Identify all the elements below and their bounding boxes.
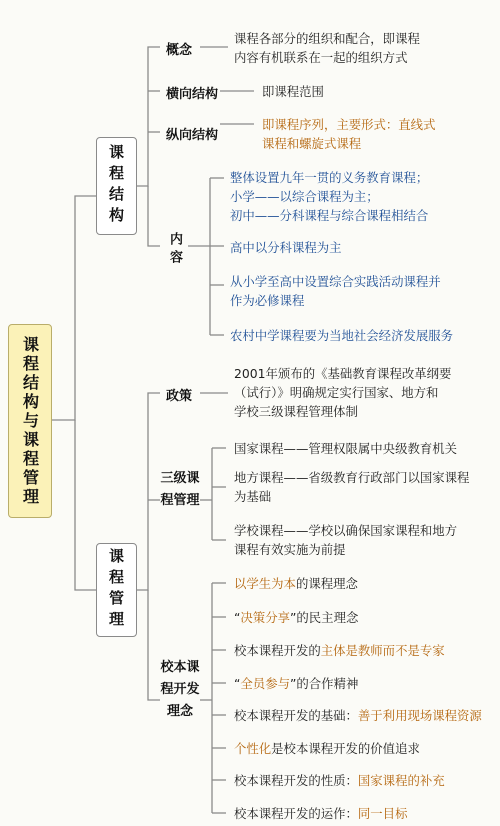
label-school-based: 校本课程开发理念: [160, 660, 200, 719]
node-course-management: 课程管理: [96, 543, 137, 637]
content-item-4: 农村中学课程要为当地社会经济发展服务: [230, 328, 454, 343]
label-three-level: 三级课程管理: [160, 471, 200, 508]
concept-text: 课程各部分的组织和配合，即课程 内容有机联系在一起的组织方式: [234, 31, 420, 65]
school-item-5-highlight: 善于利用现场课程资源: [357, 708, 482, 723]
school-item-6: 个性化是校本课程开发的价值追求: [234, 741, 420, 756]
label-content: 内容: [167, 232, 182, 268]
school-item-8-highlight: 同一目标: [357, 806, 408, 821]
three-level-item-local: 地方课程——省级教育行政部门以国家课程 为基础: [234, 470, 470, 504]
policy-text: 2001年颁布的《基础教育课程改革纲要 （试行）》明确规定实行国家、地方和 学校三级课程管理体制: [234, 366, 452, 419]
three-level-item-school: 学校课程——学校以确保国家课程和地方 课程有效实施为前提: [234, 523, 458, 557]
label-policy: 政策: [166, 389, 193, 404]
node-course-structure: 课程结构: [96, 137, 137, 235]
label-concept: 概念: [166, 43, 193, 58]
school-item-3-highlight: 主体是教师而不是专家: [320, 643, 445, 658]
vertical-text: 即课程序列，主要形式：直线式 课程和螺旋式课程: [262, 117, 436, 151]
root-node: 课程结构与课程管理: [8, 324, 52, 518]
school-item-1-highlight: 以学生为本: [234, 576, 296, 591]
school-item-7: 校本课程开发的性质：国家课程的补充: [234, 773, 445, 788]
content-item-3: 从小学至高中设置综合实践活动课程并 作为必修课程: [230, 274, 441, 308]
school-item-2-highlight: 决策分享: [240, 610, 290, 625]
school-item-7-highlight: 国家课程的补充: [357, 773, 445, 788]
school-item-5: 校本课程开发的基础：善于利用现场课程资源: [234, 708, 482, 723]
content-item-2: 高中以分科课程为主: [230, 240, 342, 255]
content-item-1: 整体设置九年一贯的义务教育课程； 小学——以综合课程为主； 初中——分科课程与综合课程相结合: [230, 170, 429, 223]
school-item-6-highlight: 个性化: [234, 741, 272, 756]
school-item-8: 校本课程开发的运作：同一目标: [234, 806, 408, 821]
school-item-2: “决策分享”的民主理念: [234, 610, 359, 625]
horizontal-text: 即课程范围: [262, 84, 324, 99]
school-item-3: 校本课程开发的主体是教师而不是专家: [234, 643, 445, 658]
label-horizontal: 横向结构: [166, 87, 219, 102]
school-item-4-highlight: 全员参与: [240, 676, 290, 691]
school-item-4: “全员参与”的合作精神: [234, 676, 359, 691]
school-item-1: 以学生为本的课程理念: [234, 576, 358, 591]
label-vertical: 纵向结构: [166, 128, 219, 143]
three-level-item-national: 国家课程——管理权限属中央级教育机关: [234, 441, 458, 456]
